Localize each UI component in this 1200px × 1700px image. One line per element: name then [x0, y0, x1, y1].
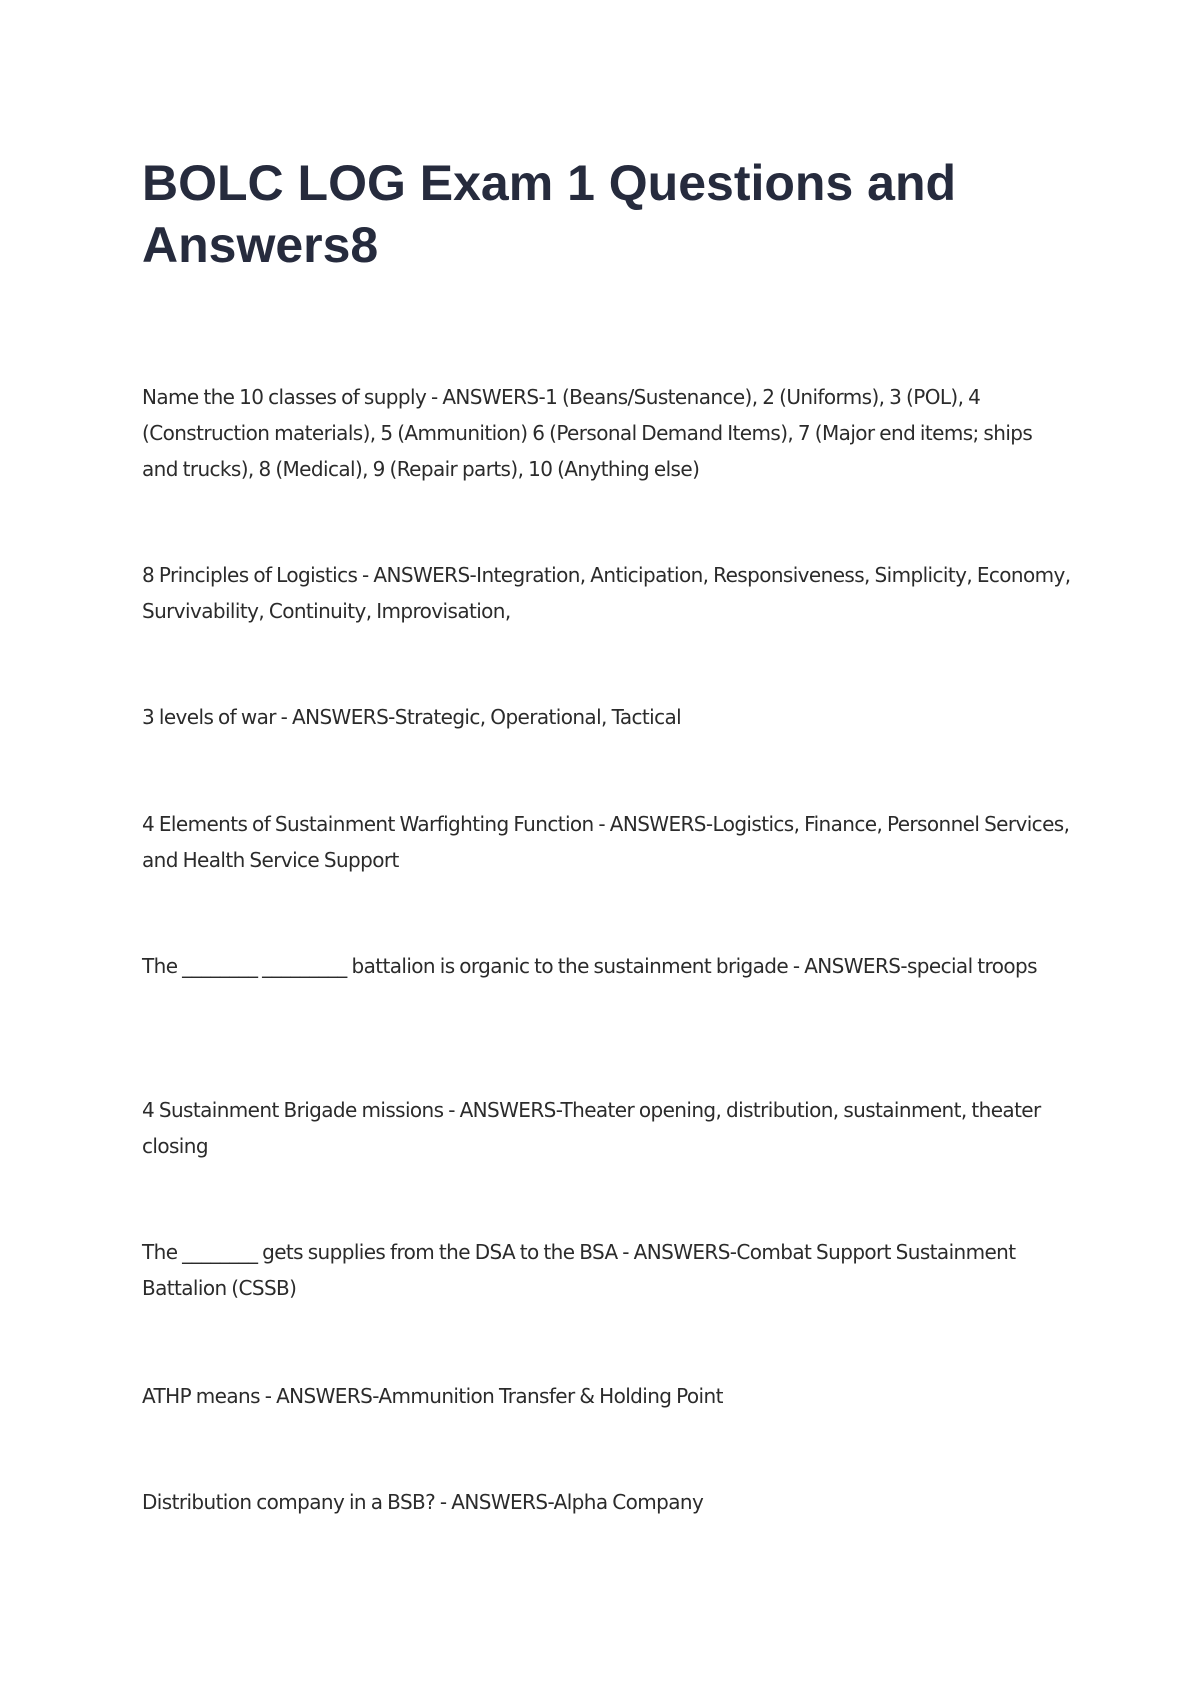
qa-item-sustainment-elements: 4 Elements of Sustainment Warfighting Function - ANSWERS-Logistics, Finance, Personnel Services, and Health Service Support	[142, 812, 1070, 872]
qa-item-levels-of-war: 3 levels of war - ANSWERS-Strategic, Operational, Tactical	[142, 705, 682, 729]
document-title: BOLC LOG Exam 1 Questions and Answers8	[142, 155, 957, 273]
qa-item-athp: ATHP means - ANSWERS-Ammunition Transfer & Holding Point	[142, 1384, 723, 1408]
qa-item-dsa-to-bsa: The ________ gets supplies from the DSA to the BSA - ANSWERS-Combat Support Sustainment Battalion (CSSB)	[142, 1240, 1016, 1300]
qa-item-organic-battalion: The ________ _________ battalion is organic to the sustainment brigade - ANSWERS-special troops	[142, 954, 1037, 978]
qa-item-principles-of-logistics: 8 Principles of Logistics - ANSWERS-Integration, Anticipation, Responsiveness, Simplicity, Economy, Survivability, Continuity, Improvisation,	[142, 563, 1071, 623]
qa-item-brigade-missions: 4 Sustainment Brigade missions - ANSWERS-Theater opening, distribution, sustainment, theater closing	[142, 1098, 1041, 1158]
qa-item-classes-of-supply: Name the 10 classes of supply - ANSWERS-1 (Beans/Sustenance), 2 (Uniforms), 3 (POL), 4 (Construction materials), 5 (Ammunition) 6 (Personal Demand Items), 7 (Major end items; ships and trucks), 8 (Medical), 9 (Repair parts), 10 (Anything else)	[142, 385, 1033, 481]
qa-item-distribution-company: Distribution company in a BSB? - ANSWERS-Alpha Company	[142, 1490, 704, 1514]
